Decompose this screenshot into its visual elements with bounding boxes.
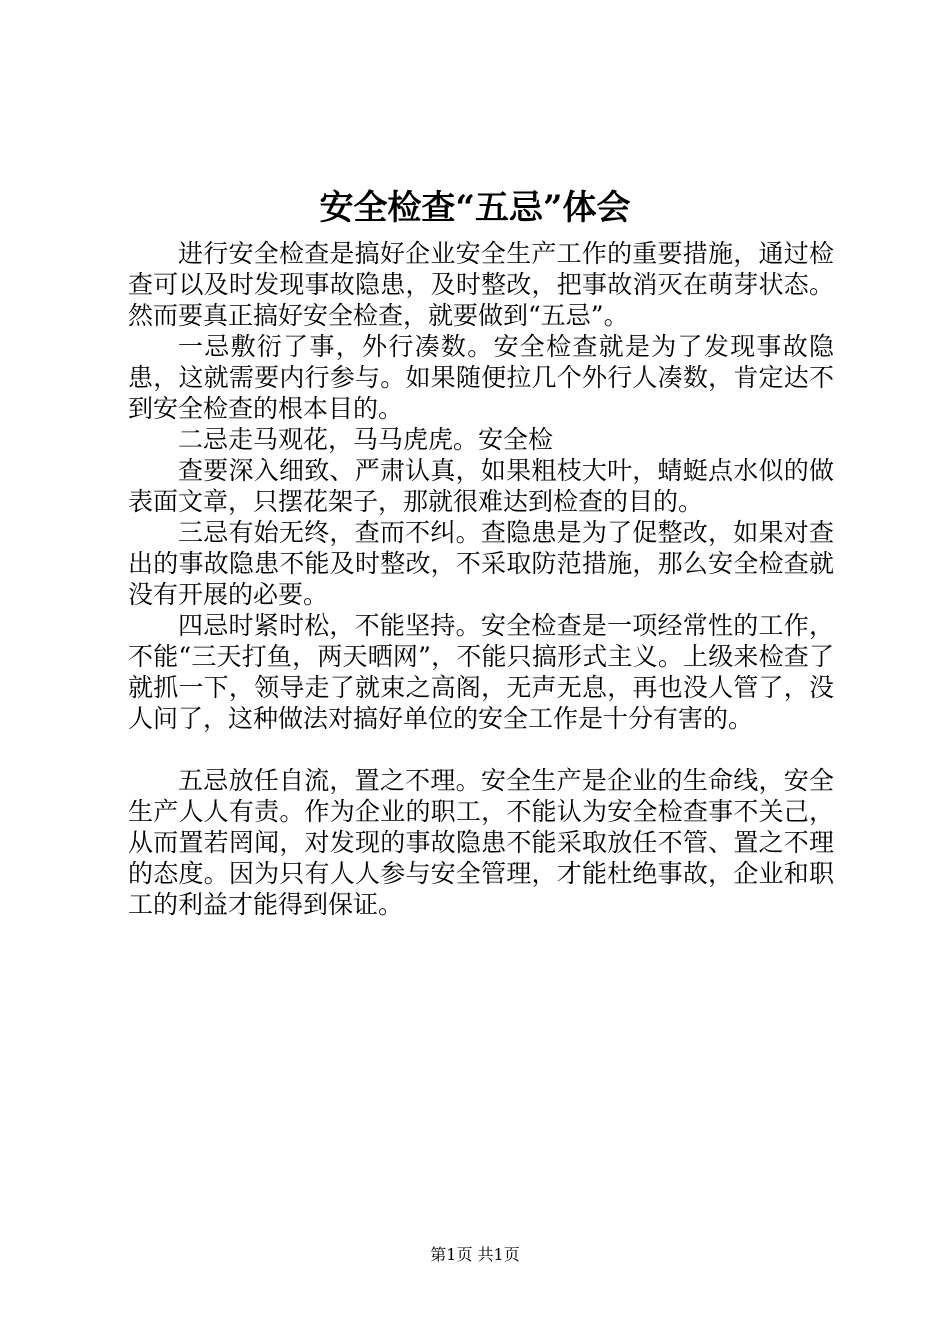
paragraph-fourth-taboo: 四忌时紧时松，不能坚持。安全检查是一项经常性的工作，不能“三天打鱼，两天晒网”，不能只搞形式主义。上级来检查了就抓一下，领导走了就束之高阁，无声无息，再也没人管了，没人问了，这种做法对搞好单位的安全工作是十分有害的。 (128, 611, 834, 733)
page-footer: 第1页 共1页 (430, 1245, 520, 1264)
paragraph-intro: 进行安全检查是搞好企业安全生产工作的重要措施，通过检查可以及时发现事故隐患，及时整改，把事故消灭在萌芽状态。然而要真正搞好安全检查，就要做到“五忌”。 (128, 239, 834, 330)
paragraph-spacer (128, 734, 834, 765)
paragraph-third-taboo: 三忌有始无终，查而不纠。查隐患是为了促整改，如果对查出的事故隐患不能及时整改，不采取防范措施，那么安全检查就没有开展的必要。 (128, 518, 834, 609)
paragraph-first-taboo: 一忌敷衍了事，外行凑数。安全检查就是为了发现事故隐患，这就需要内行参与。如果随便拉几个外行人凑数，肯定达不到安全检查的根本目的。 (128, 332, 834, 423)
paragraph-second-taboo: 二忌走马观花，马马虎虎。安全检 (178, 425, 554, 454)
paragraph-second-taboo-continued: 查要深入细致、严肃认真，如果粗枝大叶，蜻蜓点水似的做表面文章，只摆花架子，那就很难达到检查的目的。 (128, 456, 834, 516)
paragraph-fifth-taboo: 五忌放任自流，置之不理。安全生产是企业的生命线，安全生产人人有责。作为企业的职工，不能认为安全检查事不关己，从而置若罔闻，对发现的事故隐患不能采取放任不管、置之不理的态度。因为只有人人参与安全管理，才能杜绝事故，企业和职工的利益才能得到保证。 (128, 766, 834, 919)
document-title: 安全检查“五忌”体会 (319, 188, 631, 228)
document-body (128, 238, 834, 920)
